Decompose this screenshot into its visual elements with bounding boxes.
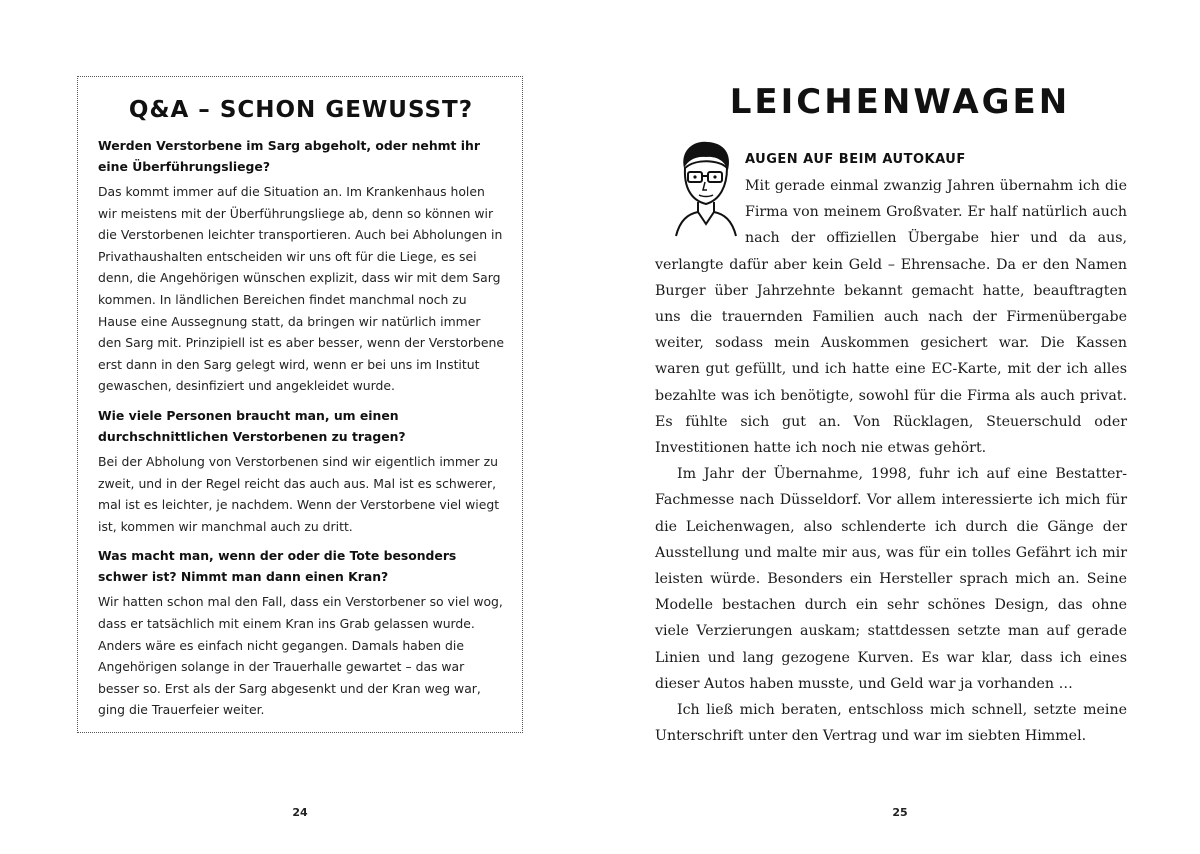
qa-box: [77, 76, 523, 733]
paragraph: Mit gerade einmal zwanzig Jahren übernahm ich die Firma von meinem Großvater. Er half natürlich auch nach der offiziellen Übergabe hier und da aus, verlangte dafür aber kein Geld – Ehrensache. Da er den Namen Burger über Jahrzehnte bekannt gemacht hatte, beauftragten uns die trauernden Familien auch nach der Firmenübergabe weiter, sodass mein Auskommen gesichert war. Die Kassen waren gut gefüllt, und ich hatte eine EC-Karte, mit der ich alles bezahlte was ich benötigte, sowohl für die Firma als auch privat. Es fühlte sich gut an. Von Rücklagen, Steuerschuld oder Investitionen hatte ich noch nie etwas gehört.: [655, 178, 1127, 457]
paragraph: Im Jahr der Übernahme, 1998, fuhr ich auf eine Bestatter-Fachmesse nach Düsseldorf. Vor allem interessierte ich mich für die Leichenwagen, also schlenderte ich durch die Gänge der Ausstellung und malte mir aus, was für ein tolles Gefährt ich mir leisten würde. Besonders ein Hersteller sprach mich an. Seine Modelle bestachen durch ein sehr schönes Design, das ohne viele Verzierungen auskam; stattdessen setzte man auf gerade Linien und lang gezogene Kurven. Es war klar, dass ich eines dieser Autos haben musste, und Geld war ja vorhanden …: [655, 466, 1127, 692]
qa-box-title: Q&A – SCHON GEWUSST?: [128, 97, 474, 123]
right-page: [600, 0, 1200, 854]
paragraph: Ich ließ mich beraten, entschloss mich schnell, setzte meine Unterschrift unter den Vertrag und war im siebten Himmel.: [655, 702, 1127, 745]
body-text: [655, 173, 1127, 749]
section-heading: AUGEN AUF BEIM AUTOKAUF: [745, 152, 966, 167]
page-number-left: 24: [292, 806, 308, 819]
qa-answer: Bei der Abholung von Verstorbenen sind wir eigentlich immer zu zweit, und in der Regel reicht das auch aus. Mal ist es schwerer, mal ist es leichter, je nachdem. Wenn der Verstorbene viel wiegt ist, kommen wir manchmal auch zu dritt.: [98, 453, 500, 534]
qa-question: Wie viele Personen braucht man, um einen durchschnittlichen Verstorbenen zu tragen?: [98, 407, 406, 444]
portrait-wrap-spacer: [655, 173, 745, 251]
qa-question: Werden Verstorbene im Sarg abgeholt, oder nehmt ihr eine Überführungsliege?: [98, 138, 480, 174]
qa-answer: Das kommt immer auf die Situation an. Im Krankenhaus holen wir meistens mit der Überführungsliege ab, denn so können wir die Verstorbenen leichter transportieren. Auch bei Abholungen in Privathaushalten entscheiden wir uns oft für die Liege, es sei denn, die Angehörigen wünschen explizit, dass wir mit dem Sarg kommen. In ländlichen Bereichen findet manchmal noch zu Hause eine Aussegnung statt, da bringen wir natürlich immer den Sarg mit. Prinzipiell ist es aber besser, wenn der Verstorbene erst dann in den Sarg gelegt wird, wenn er bei uns im Institut gewaschen, desinfiziert und angekleidet wurde.: [98, 184, 504, 394]
qa-answer: Wir hatten schon mal den Fall, dass ein Verstorbener so viel wog, dass er tatsächlich mit einem Kran ins Grab gelassen wurde. Anders wäre es einfach nicht gegangen. Damals haben die Angehörigen solange in der Trauerhalle gewartet – das war besser so. Erst als der Sarg abgesenkt und der Kran weg war, ging die Trauerfeier weiter.: [98, 594, 503, 718]
page-number-right: 25: [892, 806, 908, 819]
qa-question: Was macht man, wenn der oder die Tote besonders schwer ist? Nimmt man dann einen Kran?: [98, 548, 457, 585]
chapter-title: LEICHENWAGEN: [729, 82, 1071, 122]
